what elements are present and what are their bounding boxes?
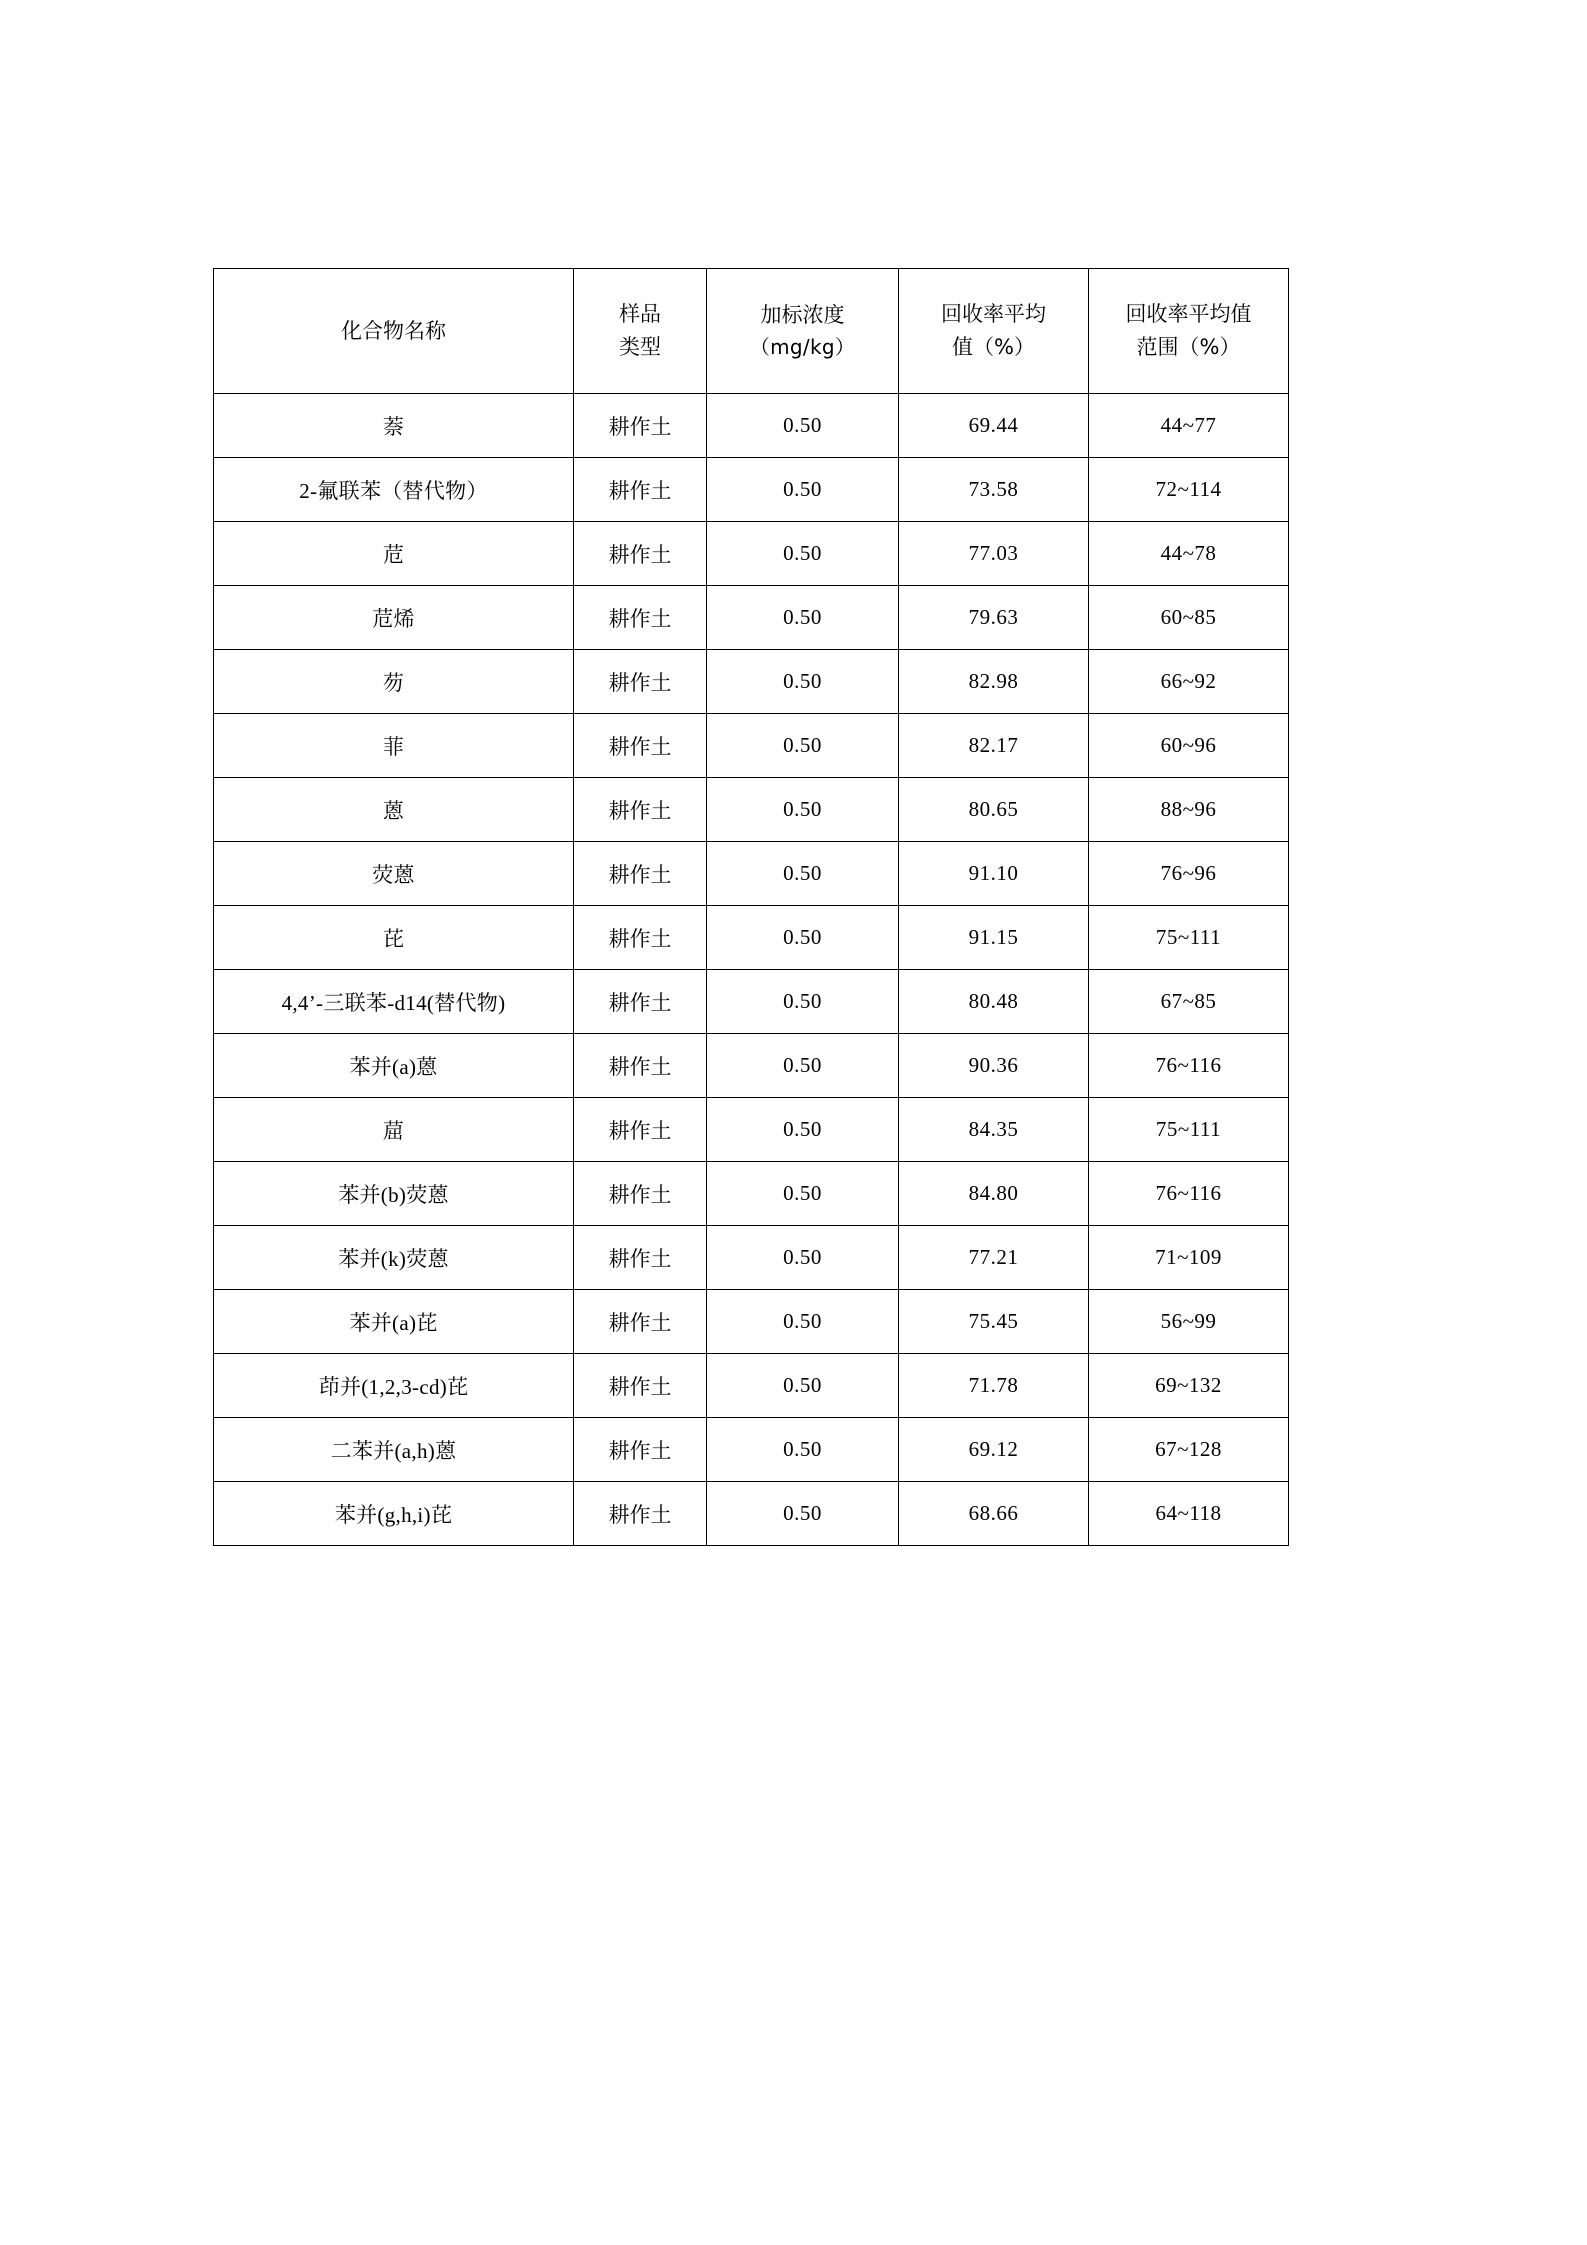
cell-sample-type: 耕作土 [574, 1290, 707, 1354]
cell-recovery-range: 72~114 [1089, 458, 1289, 522]
table-row [214, 1290, 1289, 1354]
cell-recovery-mean: 80.65 [899, 778, 1089, 842]
cell-sample-type: 耕作土 [574, 394, 707, 458]
column-header-line: 类型 [619, 335, 661, 359]
table-row [214, 1098, 1289, 1162]
cell-recovery-range: 67~128 [1089, 1418, 1289, 1482]
cell-sample-type: 耕作土 [574, 970, 707, 1034]
column-header-line: 值（%） [952, 335, 1035, 359]
cell-spike: 0.50 [707, 394, 899, 458]
cell-recovery-range: 60~96 [1089, 714, 1289, 778]
cell-recovery-range: 67~85 [1089, 970, 1289, 1034]
cell-compound-name: 蒽 [214, 778, 574, 842]
cell-recovery-mean: 84.80 [899, 1162, 1089, 1226]
cell-spike: 0.50 [707, 778, 899, 842]
cell-recovery-range: 69~132 [1089, 1354, 1289, 1418]
table-row [214, 1226, 1289, 1290]
cell-sample-type: 耕作土 [574, 1418, 707, 1482]
cell-spike: 0.50 [707, 714, 899, 778]
cell-compound-name: 苊 [214, 522, 574, 586]
cell-spike: 0.50 [707, 1290, 899, 1354]
table-row [214, 1354, 1289, 1418]
cell-recovery-range: 76~116 [1089, 1034, 1289, 1098]
cell-recovery-range: 75~111 [1089, 906, 1289, 970]
column-header-recovery-range [1089, 269, 1289, 394]
cell-compound-name: 荧蒽 [214, 842, 574, 906]
cell-spike: 0.50 [707, 1098, 899, 1162]
table-row [214, 906, 1289, 970]
table-row [214, 394, 1289, 458]
column-header-spike-concentration [707, 269, 899, 394]
cell-compound-name: 芘 [214, 906, 574, 970]
cell-sample-type: 耕作土 [574, 1226, 707, 1290]
cell-spike: 0.50 [707, 1418, 899, 1482]
cell-spike: 0.50 [707, 1482, 899, 1546]
cell-spike: 0.50 [707, 586, 899, 650]
table-row [214, 1162, 1289, 1226]
cell-recovery-mean: 84.35 [899, 1098, 1089, 1162]
cell-recovery-range: 64~118 [1089, 1482, 1289, 1546]
column-header-line: 加标浓度 [760, 303, 845, 328]
table-row [214, 970, 1289, 1034]
cell-spike: 0.50 [707, 458, 899, 522]
cell-compound-name: 苯并(a)芘 [214, 1290, 574, 1354]
cell-recovery-mean: 79.63 [899, 586, 1089, 650]
column-header-compound-name [214, 269, 574, 394]
cell-compound-name: 苊烯 [214, 586, 574, 650]
cell-sample-type: 耕作土 [574, 458, 707, 522]
column-header-line: （mg/kg） [749, 334, 856, 359]
column-header-sample-type [574, 269, 707, 394]
cell-sample-type: 耕作土 [574, 586, 707, 650]
cell-spike: 0.50 [707, 1226, 899, 1290]
cell-spike: 0.50 [707, 1354, 899, 1418]
cell-recovery-mean: 75.45 [899, 1290, 1089, 1354]
cell-compound-name: 菲 [214, 714, 574, 778]
cell-recovery-range: 44~78 [1089, 522, 1289, 586]
cell-sample-type: 耕作土 [574, 778, 707, 842]
cell-compound-name: 2-氟联苯（替代物） [214, 458, 574, 522]
cell-recovery-mean: 71.78 [899, 1354, 1089, 1418]
cell-sample-type: 耕作土 [574, 1162, 707, 1226]
cell-recovery-mean: 68.66 [899, 1482, 1089, 1546]
table-row [214, 586, 1289, 650]
cell-spike: 0.50 [707, 906, 899, 970]
table-row [214, 714, 1289, 778]
cell-sample-type: 耕作土 [574, 1482, 707, 1546]
table-row [214, 522, 1289, 586]
cell-compound-name: 苯并(b)荧蒽 [214, 1162, 574, 1226]
column-header-line: 回收率平均值 [1125, 302, 1252, 327]
cell-recovery-mean: 82.17 [899, 714, 1089, 778]
cell-recovery-mean: 91.10 [899, 842, 1089, 906]
cell-compound-name: 萘 [214, 394, 574, 458]
cell-recovery-range: 75~111 [1089, 1098, 1289, 1162]
cell-compound-name: 4,4’-三联苯-d14(替代物) [214, 970, 574, 1034]
cell-sample-type: 耕作土 [574, 522, 707, 586]
cell-compound-name: 二苯并(a,h)蒽 [214, 1418, 574, 1482]
table-row [214, 1418, 1289, 1482]
table-row [214, 1034, 1289, 1098]
cell-sample-type: 耕作土 [574, 650, 707, 714]
cell-recovery-range: 71~109 [1089, 1226, 1289, 1290]
column-header-recovery-mean [899, 269, 1089, 394]
column-header-line: 样品 [619, 302, 661, 327]
cell-recovery-range: 66~92 [1089, 650, 1289, 714]
cell-compound-name: 苯并(g,h,i)芘 [214, 1482, 574, 1546]
cell-compound-name: 芴 [214, 650, 574, 714]
cell-compound-name: 䓛 [214, 1098, 574, 1162]
cell-recovery-mean: 90.36 [899, 1034, 1089, 1098]
cell-recovery-mean: 69.12 [899, 1418, 1089, 1482]
cell-recovery-range: 44~77 [1089, 394, 1289, 458]
cell-spike: 0.50 [707, 1162, 899, 1226]
cell-spike: 0.50 [707, 650, 899, 714]
cell-recovery-range: 76~96 [1089, 842, 1289, 906]
table-row [214, 1482, 1289, 1546]
table-header-row [214, 269, 1289, 394]
cell-sample-type: 耕作土 [574, 1034, 707, 1098]
cell-spike: 0.50 [707, 1034, 899, 1098]
cell-recovery-range: 76~116 [1089, 1162, 1289, 1226]
table-row [214, 650, 1289, 714]
table-row [214, 458, 1289, 522]
cell-recovery-range: 88~96 [1089, 778, 1289, 842]
cell-spike: 0.50 [707, 842, 899, 906]
column-header-line: 化合物名称 [341, 318, 446, 343]
column-header-line: 回收率平均 [941, 302, 1046, 327]
cell-sample-type: 耕作土 [574, 714, 707, 778]
table-row [214, 842, 1289, 906]
cell-recovery-mean: 80.48 [899, 970, 1089, 1034]
cell-recovery-mean: 69.44 [899, 394, 1089, 458]
cell-compound-name: 苯并(k)荧蒽 [214, 1226, 574, 1290]
table-row [214, 778, 1289, 842]
column-header-line: 范围（%） [1136, 335, 1241, 359]
cell-recovery-mean: 77.21 [899, 1226, 1089, 1290]
cell-sample-type: 耕作土 [574, 1098, 707, 1162]
cell-recovery-mean: 77.03 [899, 522, 1089, 586]
table-body [214, 394, 1289, 1546]
cell-spike: 0.50 [707, 522, 899, 586]
cell-spike: 0.50 [707, 970, 899, 1034]
cell-compound-name: 茚并(1,2,3-cd)芘 [214, 1354, 574, 1418]
cell-recovery-range: 56~99 [1089, 1290, 1289, 1354]
recovery-table [213, 268, 1289, 1546]
cell-recovery-mean: 91.15 [899, 906, 1089, 970]
cell-sample-type: 耕作土 [574, 906, 707, 970]
cell-compound-name: 苯并(a)蒽 [214, 1034, 574, 1098]
cell-sample-type: 耕作土 [574, 1354, 707, 1418]
table-header [214, 269, 1289, 394]
cell-recovery-mean: 73.58 [899, 458, 1089, 522]
cell-recovery-mean: 82.98 [899, 650, 1089, 714]
cell-recovery-range: 60~85 [1089, 586, 1289, 650]
recovery-table-container [213, 268, 1288, 1546]
cell-sample-type: 耕作土 [574, 842, 707, 906]
